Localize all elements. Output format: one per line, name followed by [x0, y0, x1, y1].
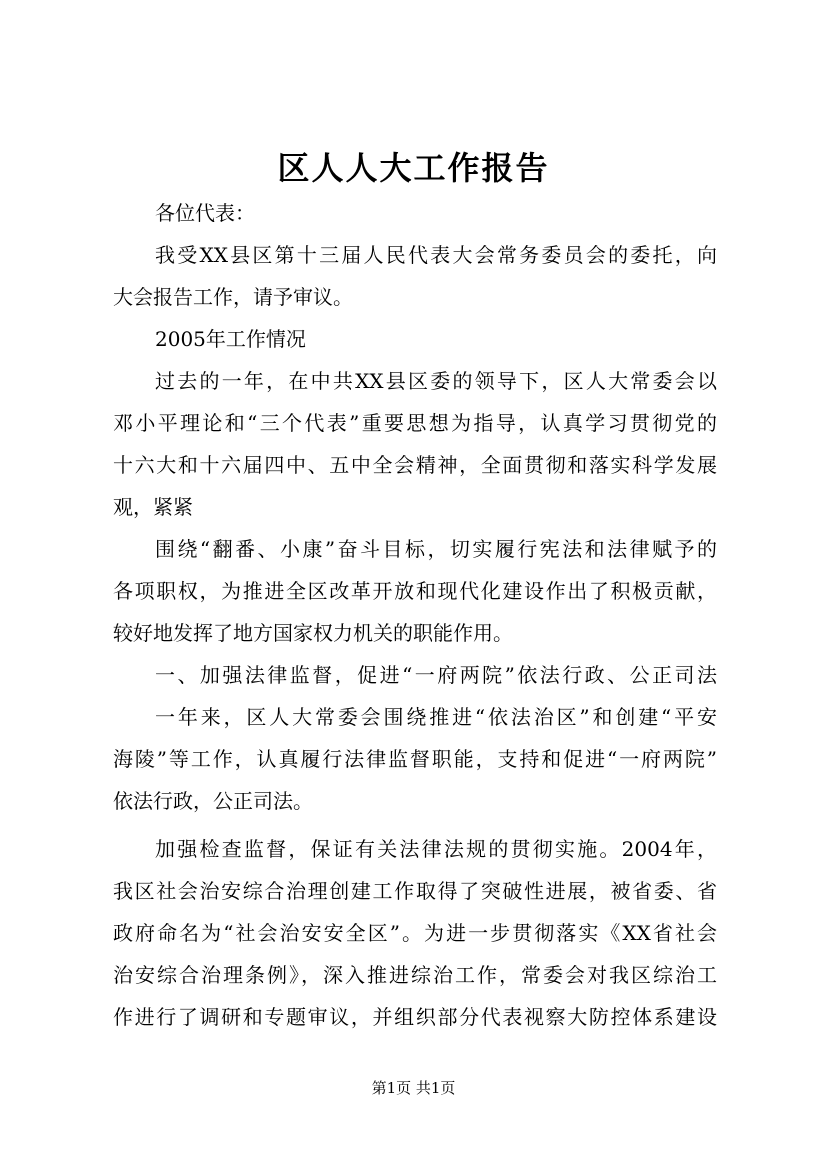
section-heading: 2005年工作情况	[155, 327, 306, 351]
section-heading: 一、加强法律监督，促进“一府两院”依法行政、公正司法	[155, 663, 717, 687]
salutation: 各位代表：	[155, 201, 255, 225]
body-line: 较好地发挥了地方国家权力机关的职能作用。	[113, 621, 513, 645]
body-line: 一年来，区人大常委会围绕推进“依法治区”和创建“平安	[155, 705, 717, 729]
body-line: 加强检查监督，保证有关法律法规的贯彻实施。2004年，	[155, 837, 717, 861]
body-line: 依法行政，公正司法。	[113, 789, 313, 813]
document-title: 区人人大工作报告	[277, 149, 550, 187]
page-number-footer: 第1页 共1页	[371, 1079, 456, 1097]
body-line: 围绕“翻番、小康”奋斗目标，切实履行宪法和法律赋予的	[155, 537, 717, 561]
body-line: 作进行了调研和专题审议，并组织部分代表视察大防控体系建设	[113, 1005, 717, 1029]
body-line: 大会报告工作，请予审议。	[113, 285, 353, 309]
body-line: 各项职权，为推进全区改革开放和现代化建设作出了积极贡献，	[113, 579, 717, 603]
body-line: 我区社会治安综合治理创建工作取得了突破性进展，被省委、省	[113, 879, 717, 903]
body-line: 政府命名为“社会治安安全区”。为进一步贯彻落实《XX省社会	[113, 921, 717, 945]
body-line: 邓小平理论和“三个代表”重要思想为指导，认真学习贯彻党的	[113, 411, 717, 435]
body-line: 我受XX县区第十三届人民代表大会常务委员会的委托，向	[155, 243, 717, 267]
body-line: 观，紧紧	[113, 495, 193, 519]
body-line: 海陵”等工作，认真履行法律监督职能，支持和促进“一府两院”	[113, 747, 717, 771]
body-line: 过去的一年，在中共XX县区委的领导下，区人大常委会以	[155, 369, 717, 393]
body-line: 治安综合治理条例》，深入推进综治工作，常委会对我区综治工	[113, 963, 717, 987]
body-line: 十六大和十六届四中、五中全会精神，全面贯彻和落实科学发展	[113, 453, 717, 477]
